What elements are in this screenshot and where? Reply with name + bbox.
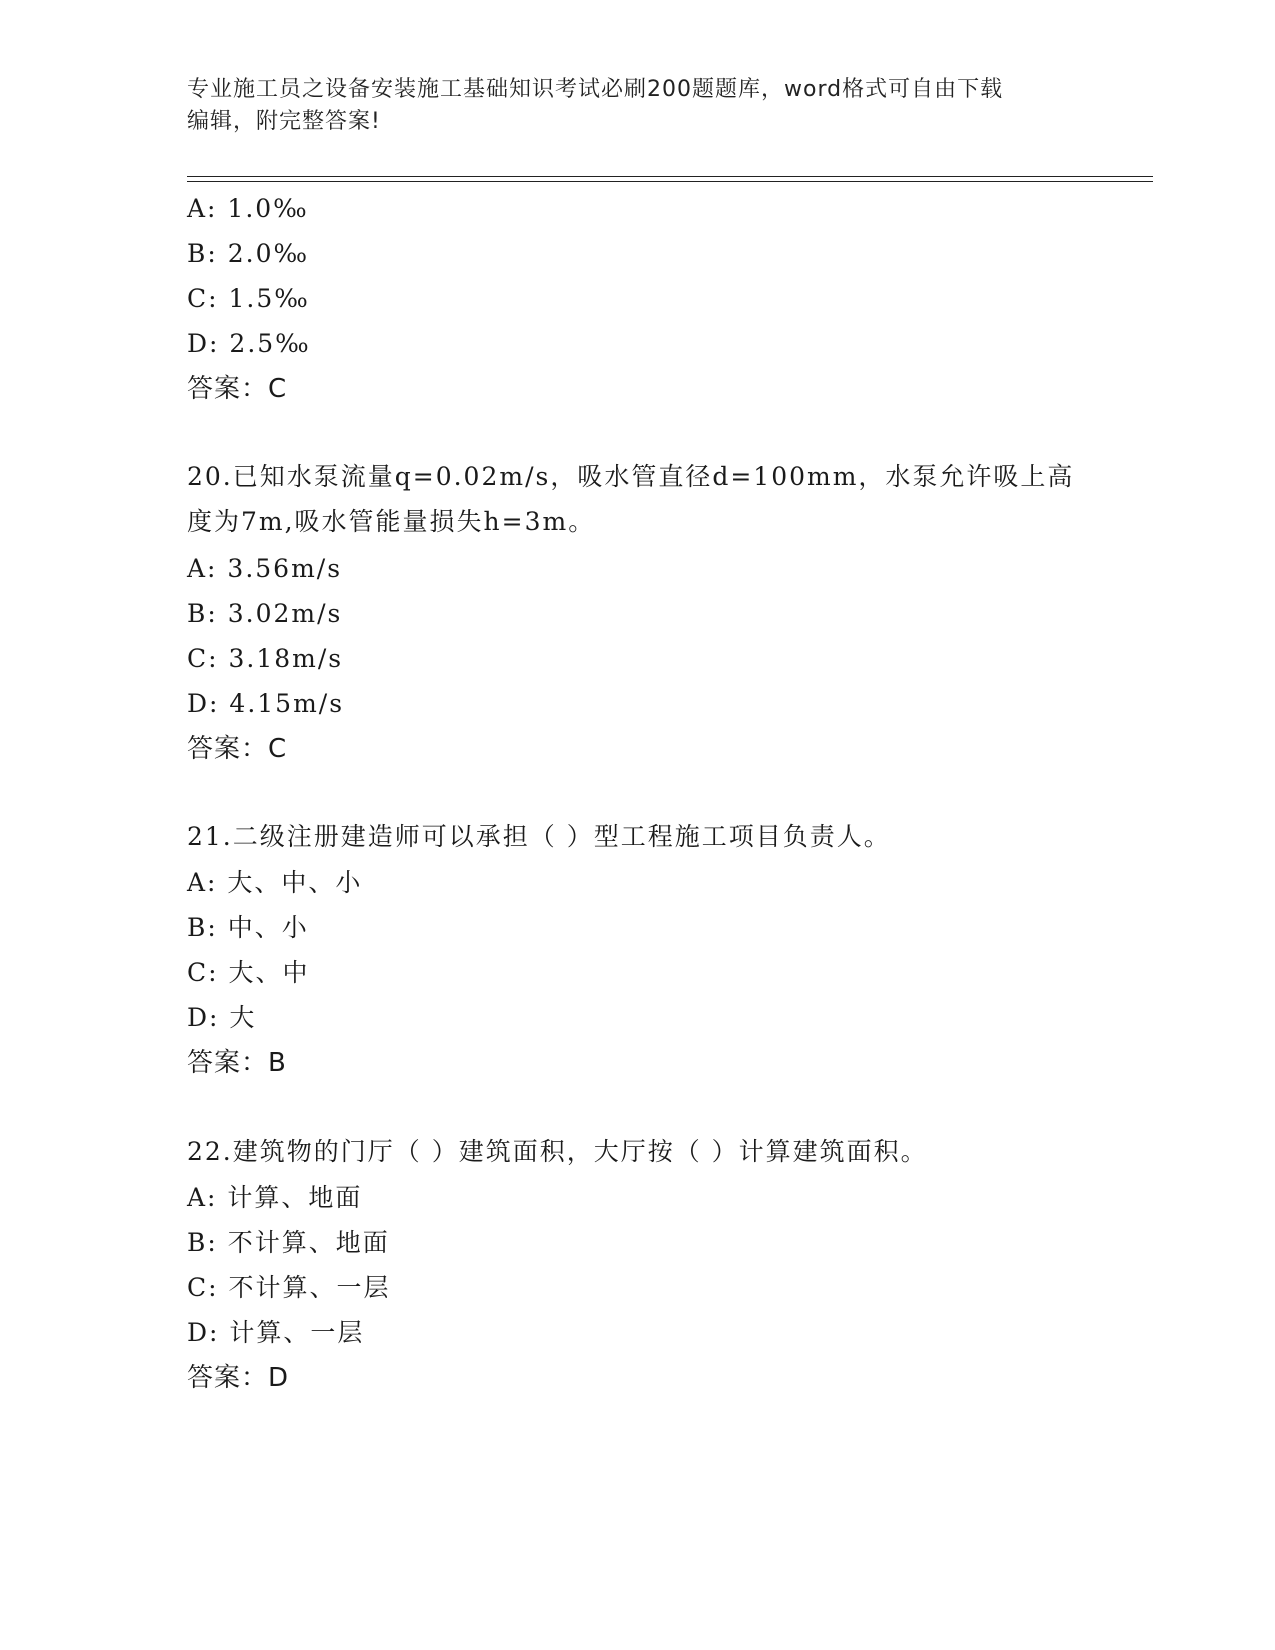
q20-option-c: C: 3.18m/s xyxy=(187,644,344,673)
q19-option-c: C: 1.5‰ xyxy=(187,284,310,313)
q21-stem-line-1: 21.二级注册建造师可以承担（ ）型工程施工项目负责人。 xyxy=(187,822,891,851)
q20-stem-line-2: 度为7m,吸水管能量损失h=3m。 xyxy=(187,507,596,536)
q22-option-a: A: 计算、地面 xyxy=(187,1183,363,1212)
q19-option-a: A: 1.0‰ xyxy=(187,194,309,223)
header-divider-bottom xyxy=(187,181,1153,182)
q22-option-d: D: 计算、一层 xyxy=(187,1318,365,1347)
q20-option-d: D: 4.15m/s xyxy=(187,689,345,718)
q21-option-a: A: 大、中、小 xyxy=(187,868,363,897)
q20-stem-line-1: 20.已知水泵流量q=0.02m/s，吸水管直径d=100mm，水泵允许吸上高 xyxy=(187,462,1075,491)
q21-option-b: B: 中、小 xyxy=(187,913,309,942)
q19-option-d: D: 2.5‰ xyxy=(187,329,311,358)
document-header xyxy=(187,74,1087,138)
q20-option-b: B: 3.02m/s xyxy=(187,599,343,628)
q22-option-b: B: 不计算、地面 xyxy=(187,1228,390,1257)
q22-option-c: C: 不计算、一层 xyxy=(187,1273,391,1302)
header-divider-top xyxy=(187,176,1153,177)
q21-answer: 答案：B xyxy=(187,1048,287,1078)
header-line-1: 专业施工员之设备安装施工基础知识考试必刷200题题库，word格式可自由下载 xyxy=(187,77,1004,102)
q22-stem-line-1: 22.建筑物的门厅（ ）建筑面积，大厅按（ ）计算建筑面积。 xyxy=(187,1137,928,1166)
q22-answer: 答案：D xyxy=(187,1363,290,1393)
header-line-2: 编辑，附完整答案! xyxy=(187,109,381,134)
q21-option-c: C: 大、中 xyxy=(187,958,310,987)
q20-option-a: A: 3.56m/s xyxy=(187,554,343,583)
q21-option-d: D: 大 xyxy=(187,1003,257,1032)
q19-answer: 答案：C xyxy=(187,374,288,404)
q19-option-b: B: 2.0‰ xyxy=(187,239,310,268)
q20-answer: 答案：C xyxy=(187,734,288,764)
